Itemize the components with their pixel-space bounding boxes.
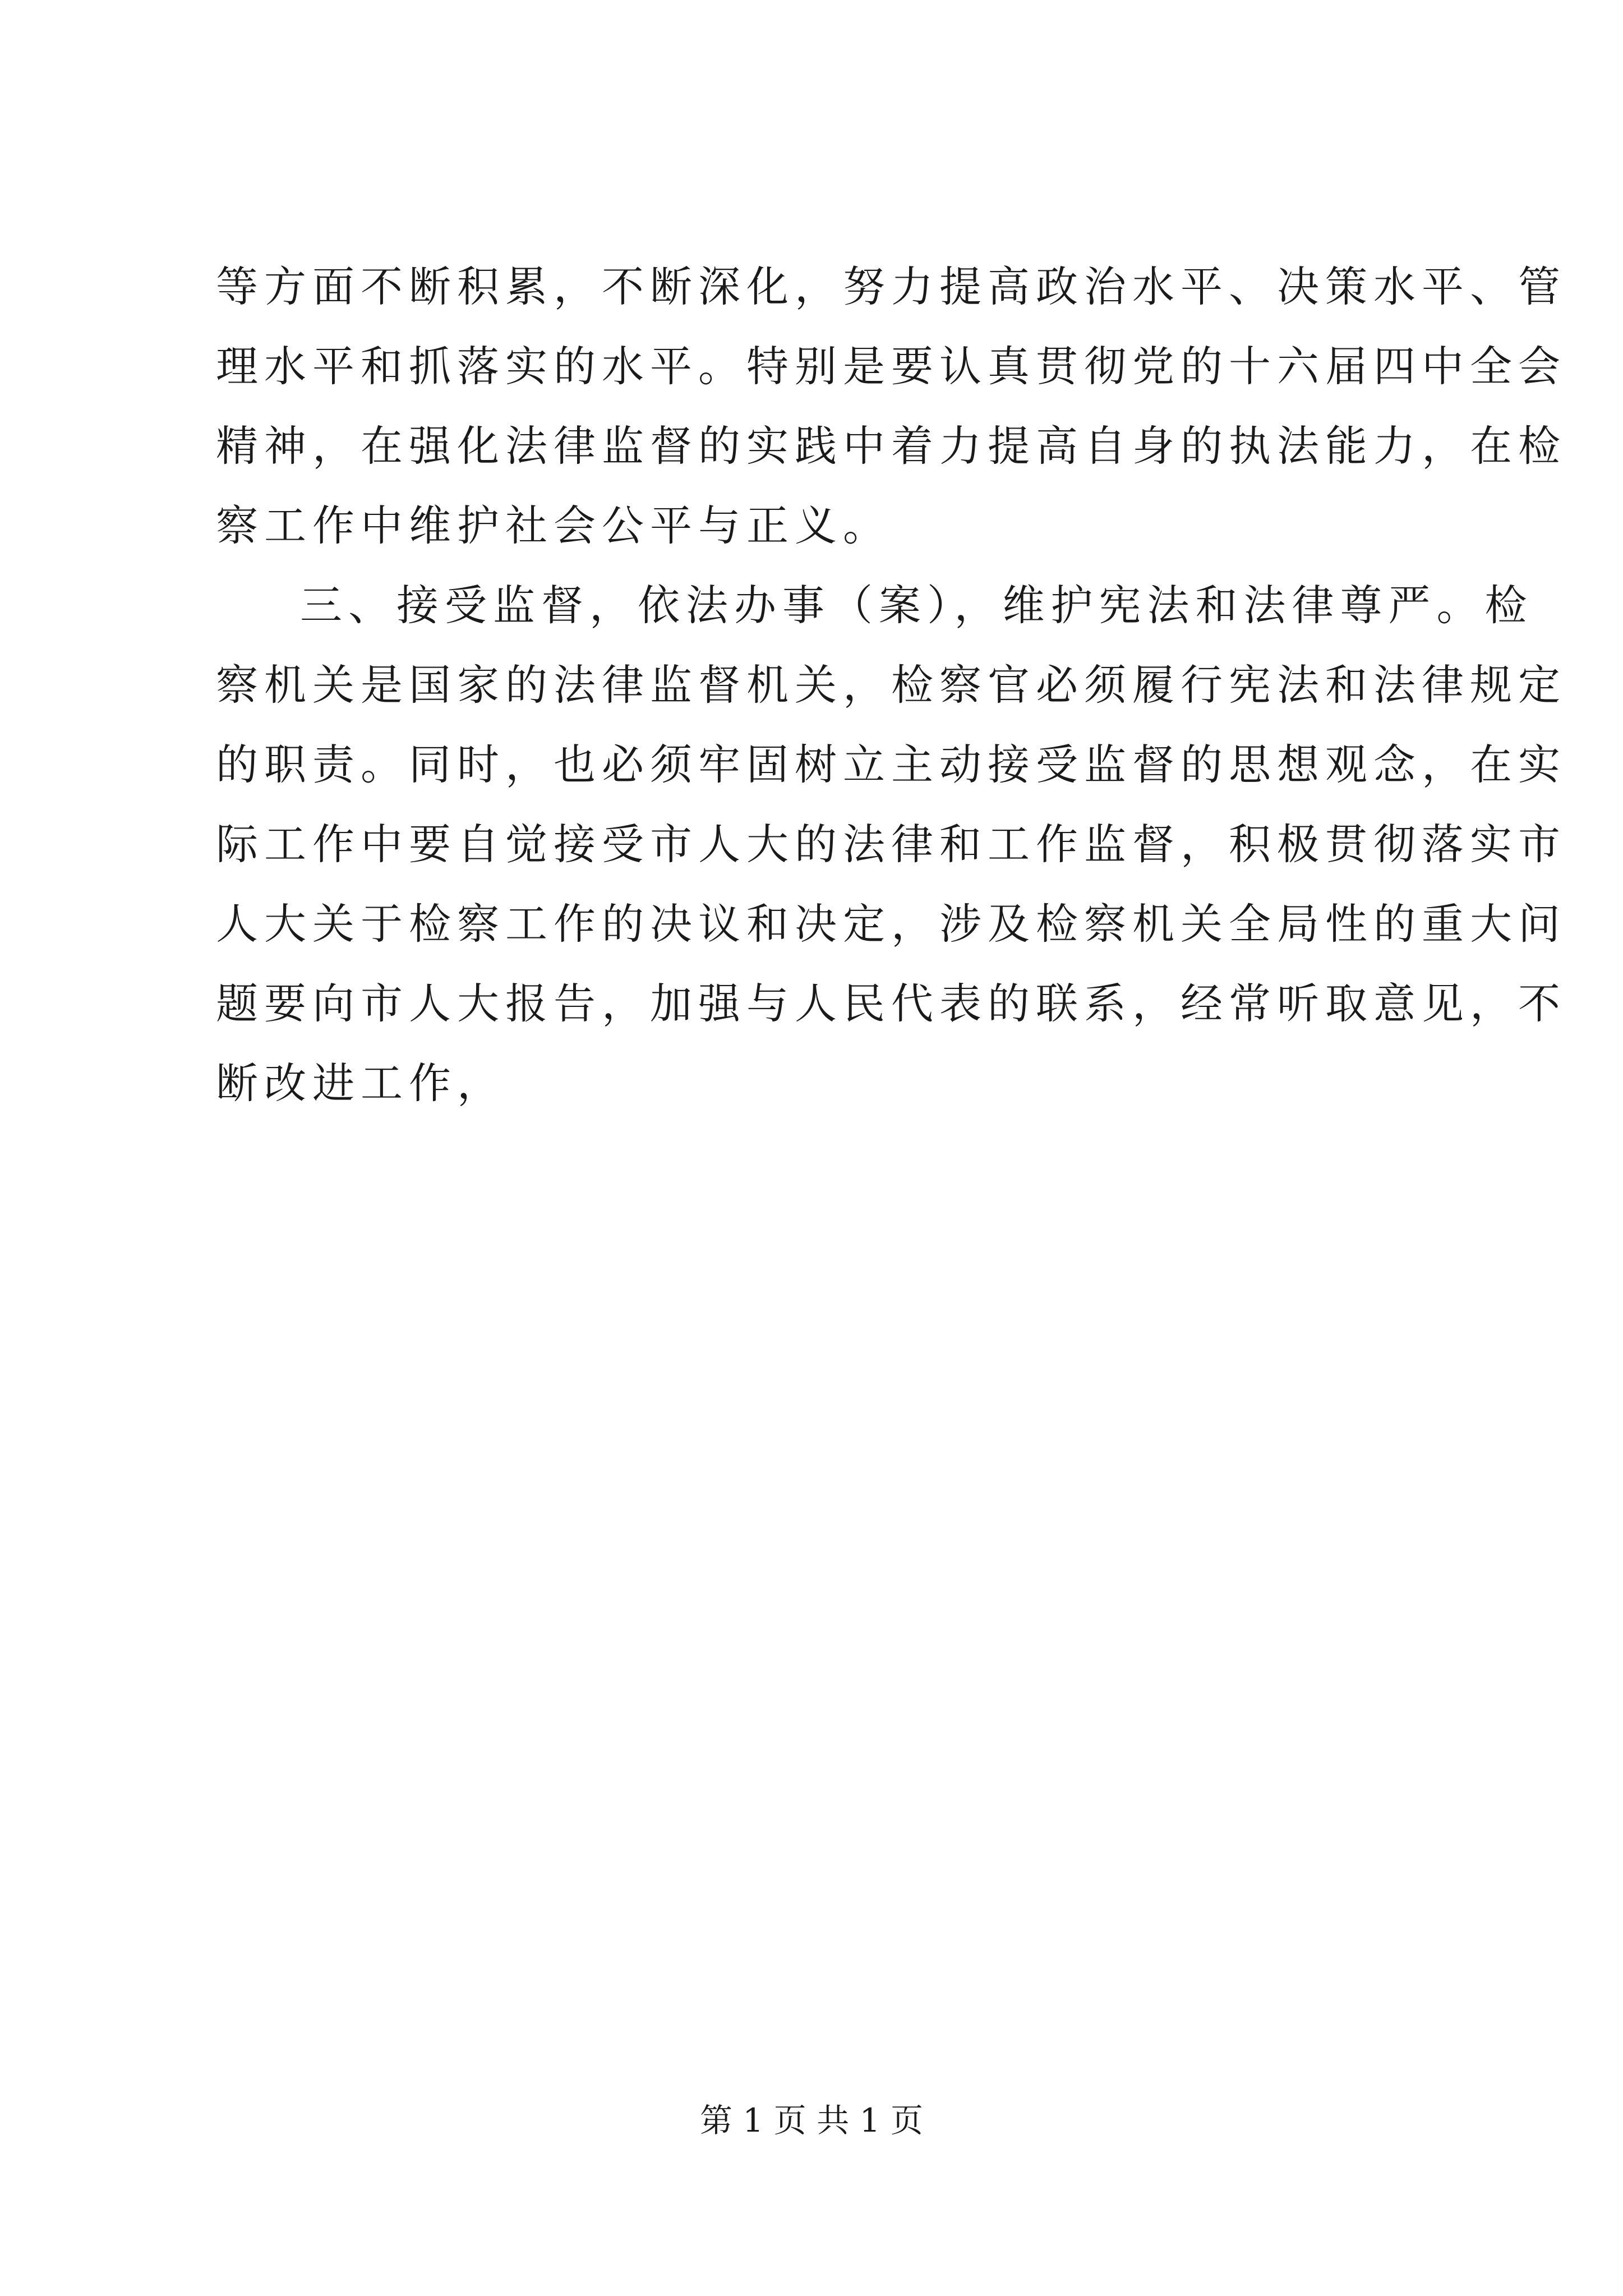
paragraph-line: 人大关于检察工作的决议和决定，涉及检察机关全局性的重大问: [216, 899, 1567, 949]
paragraph-line: 精神，在强化法律监督的实践中着力提高自身的执法能力，在检: [216, 421, 1567, 471]
section-heading-line: 三、接受监督，依法办事（案），维护宪法和法律尊严。检: [300, 581, 1533, 630]
paragraph-line: 的职责。同时，也必须牢固树立主动接受监督的思想观念，在实: [216, 740, 1567, 789]
paragraph-line: 察工作中维护社会公平与正义。: [216, 501, 892, 550]
paragraph-line: 等方面不断积累，不断深化，努力提高政治水平、决策水平、管: [216, 262, 1567, 311]
paragraph-line: 断改进工作，: [216, 1059, 506, 1108]
document-body: [216, 247, 1567, 1123]
paragraph-line: 理水平和抓落实的水平。特别是要认真贯彻党的十六届四中全会: [216, 342, 1567, 391]
paragraph-line: 际工作中要自觉接受市人大的法律和工作监督，积极贯彻落实市: [216, 820, 1567, 869]
paragraph-line: 题要向市人大报告，加强与人民代表的联系，经常听取意见，不: [216, 979, 1567, 1028]
page-number-footer: 第 1 页 共 1 页: [700, 2101, 923, 2139]
paragraph-line: 察机关是国家的法律监督机关，检察官必须履行宪法和法律规定: [216, 660, 1567, 710]
